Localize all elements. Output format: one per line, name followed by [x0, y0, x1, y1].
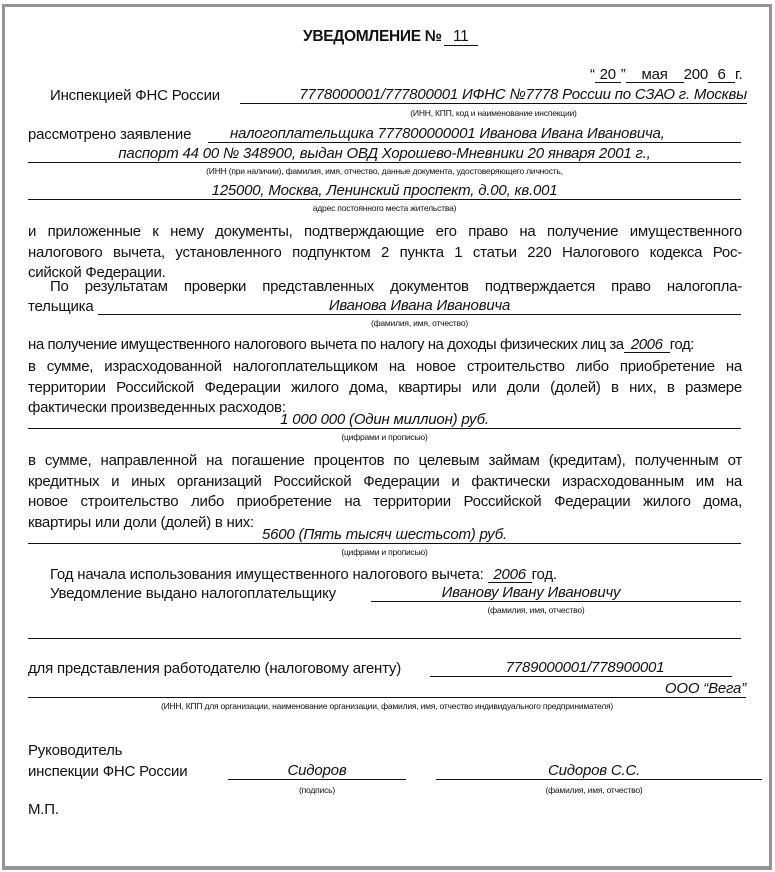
- signer-name-value: Сидоров С.С.: [547, 762, 641, 779]
- paragraph-line: в сумме, израсходованной налогоплательщиком на новое строительство либо приобретение на: [28, 358, 742, 375]
- application-caption-1: (ИНН (при наличии), фамилия, имя, отчество, данные документа, удостоверяющего личность,: [206, 166, 563, 176]
- paragraph-loan-interest: [28, 451, 742, 533]
- issued-to-label: Уведомление выдано налогоплательщику: [50, 585, 336, 602]
- issued-to-caption: (фамилия, имя, отчество): [487, 605, 585, 615]
- paragraph-construction-expenses: [28, 357, 742, 419]
- application-line-2: паспорт 44 00 № 348900, выдан ОВД Хорошево-Мневники 20 января 2001 г.,: [118, 145, 651, 162]
- start-year-line: [50, 566, 557, 584]
- date-open-quote: “: [590, 66, 595, 83]
- signer-role-line-1: Руководитель: [28, 742, 123, 759]
- paragraph-line: новое строительство либо приобретение на территории Российской Федерации жилого дома,: [28, 493, 742, 510]
- amount2-value: 5600 (Пять тысяч шестьсот) руб.: [261, 526, 508, 543]
- paragraph-line: территории Российской Федерации жилого дома, квартиры или доли (долей) в них, в размере: [28, 378, 742, 396]
- taxpayer-label: тельщика: [28, 298, 94, 315]
- document-title: [303, 28, 478, 46]
- inspection-value: 7778000001/777800001 ИФНС №7778 России по СЗАО г. Москвы: [299, 86, 747, 103]
- address-value: 125000, Москва, Ленинский проспект, д.00, кв.001: [211, 182, 558, 199]
- employer-inn-kpp: 7789000001/778900001: [505, 659, 665, 676]
- deduction-year-line: [28, 336, 694, 354]
- amount1-caption: (цифрами и прописью): [341, 432, 428, 442]
- paragraph-line: сийской Федерации.: [28, 264, 166, 281]
- amount2-caption: (цифрами и прописью): [341, 547, 428, 557]
- paragraph-line: кредитных и иных организаций Российской Федерации и фактически израсходованным им на: [28, 472, 742, 490]
- address-caption: адрес постоянного места жительства): [312, 203, 457, 213]
- stamp-place: М.П.: [28, 801, 59, 818]
- deduction-year-value: 2006: [624, 337, 670, 353]
- signature-caption: (подпись): [299, 785, 335, 795]
- paragraph-line: налогового вычета, установленного подпунктом 2 пункта 1 статьи 220 Налогового кодекса Рос-: [28, 243, 742, 261]
- date-line: [590, 66, 742, 84]
- paragraph-line: фактически произведенных расходов:: [28, 399, 286, 416]
- start-year-value: 2006: [488, 567, 532, 583]
- issued-to-value: Иванову Ивану Ивановичу: [441, 584, 621, 601]
- paragraph-line: По результатам проверки представленных документов подтверждается право налогопла-: [50, 278, 742, 295]
- notification-number: 11: [444, 29, 478, 46]
- signer-name-caption: (фамилия, имя, отчество): [545, 785, 643, 795]
- deduction-year-suffix: год:: [669, 336, 694, 353]
- date-year-suffix: 6: [708, 67, 735, 83]
- signer-role-line-2: инспекции ФНС России: [28, 763, 188, 780]
- paragraph-documents: [28, 222, 742, 284]
- deduction-year-label: на получение имущественного налогового вычета по налогу на доходы физических лиц за: [28, 336, 624, 353]
- date-close-quote: ”: [620, 66, 626, 83]
- blank-underline: [28, 638, 741, 639]
- taxpayer-value: Иванова Ивана Ивановича: [328, 297, 511, 314]
- date-year-prefix: 200: [683, 66, 709, 83]
- title-prefix: УВЕДОМЛЕНИЕ №: [303, 28, 442, 45]
- date-day: 20: [595, 67, 621, 83]
- date-year-unit: г.: [735, 66, 743, 83]
- paragraph-line: и приложенные к нему документы, подтверждающие его право на получение имущественного: [28, 223, 742, 240]
- start-year-label: Год начала использования имущественного налогового вычета:: [50, 566, 484, 583]
- paragraph-verification: [50, 277, 742, 298]
- employer-name: ООО “Вега”: [664, 680, 746, 697]
- employer-caption: (ИНН, КПП для организации, наименование организации, фамилия, имя, отчество индивидуального предпринимателя): [160, 701, 614, 711]
- start-year-suffix: год.: [531, 566, 557, 583]
- amount1-value: 1 000 000 (Один миллион) руб.: [280, 411, 489, 428]
- date-month: мая: [626, 67, 684, 83]
- inspection-label: Инспекцией ФНС России: [50, 87, 220, 104]
- taxpayer-caption: (фамилия, имя, отчество): [370, 318, 468, 328]
- inspection-caption: (ИНН, КПП, код и наименование инспекции): [410, 108, 577, 118]
- signature-value: Сидоров: [287, 762, 347, 779]
- paragraph-line: в сумме, направленной на погашение процентов по целевым займам (кредитам), полученным от: [28, 452, 742, 469]
- application-line-1: налогоплательщика 777800000001 Иванова Ивана Ивановича,: [230, 125, 665, 142]
- paragraph-line: квартиры или доли (долей) в них:: [28, 513, 254, 531]
- employer-label: для представления работодателю (налоговому агенту): [28, 660, 402, 677]
- application-label: рассмотрено заявление: [28, 126, 192, 143]
